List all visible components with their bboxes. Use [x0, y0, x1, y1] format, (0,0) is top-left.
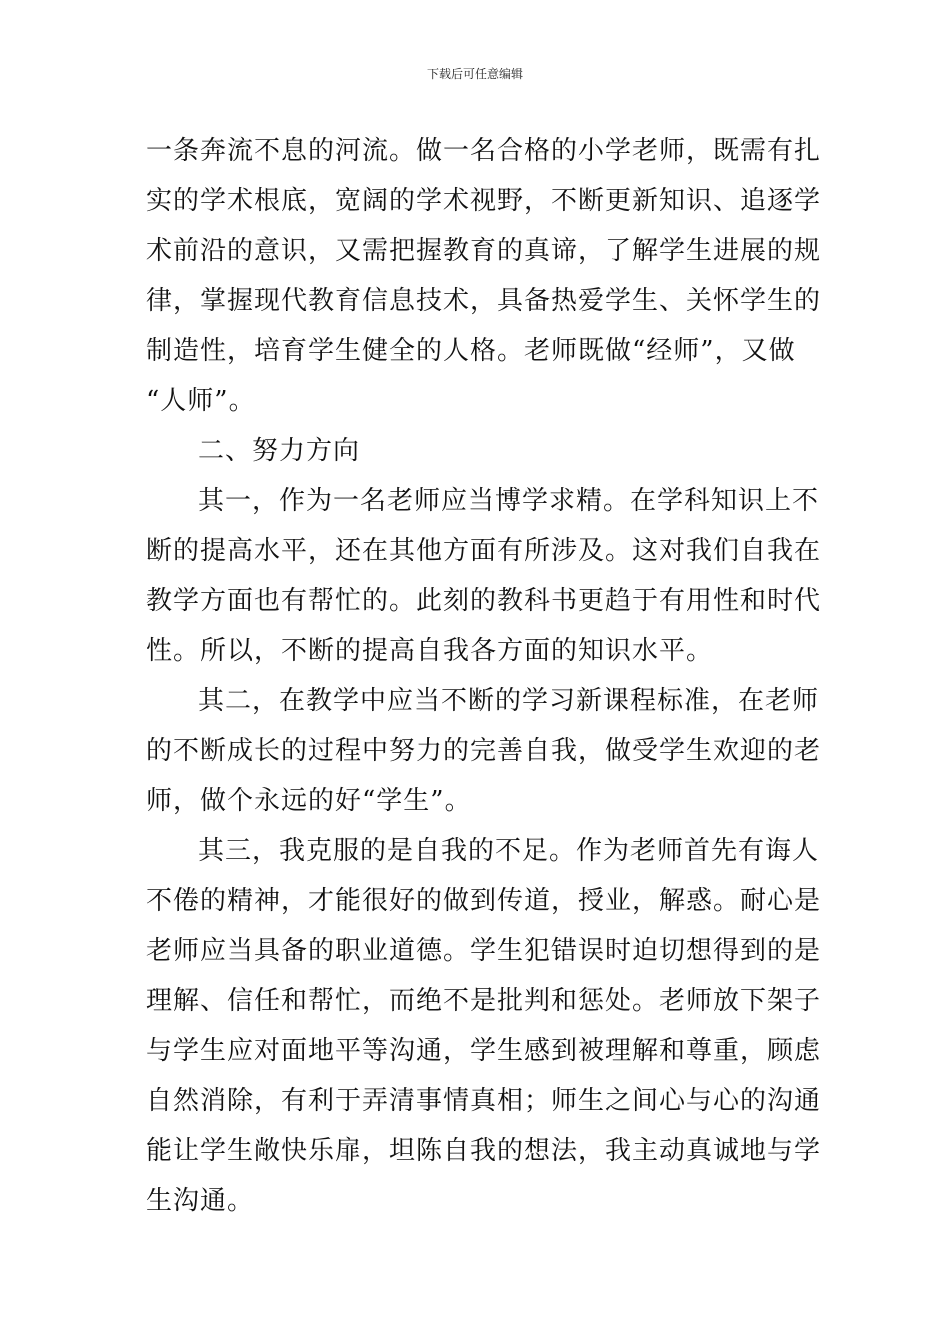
text-line: 其二，在教学中应当不断的学习新课程标准，在老师	[198, 686, 820, 716]
text-line: 实的学术根底，宽阔的学术视野，不断更新知识、追逐学	[146, 186, 822, 216]
text-line: 其三，我克服的是自我的不足。作为老师首先有诲人	[198, 836, 820, 866]
text-line: 教学方面也有帮忙的。此刻的教科书更趋于有用性和时代	[146, 586, 822, 616]
text-line: 性。所以，不断的提高自我各方面的知识水平。	[146, 636, 714, 666]
page-header: 下载后可任意编辑	[426, 67, 523, 81]
text-line: 师，做个永远的好“学生”。	[146, 786, 472, 816]
text-line: 理解、信任和帮忙，而绝不是批判和惩处。老师放下架子	[146, 986, 822, 1016]
text-line: 断的提高水平，还在其他方面有所涉及。这对我们自我在	[146, 536, 822, 566]
section-heading: 二、努力方向	[198, 436, 361, 466]
text-line: 术前沿的意识，又需把握教育的真谛，了解学生进展的规	[146, 236, 822, 266]
text-line: 自然消除，有利于弄清事情真相；师生之间心与心的沟通	[146, 1086, 822, 1116]
text-line: 的不断成长的过程中努力的完善自我，做受学生欢迎的老	[146, 736, 822, 766]
text-line: 与学生应对面地平等沟通，学生感到被理解和尊重，顾虑	[146, 1036, 822, 1066]
text-line: 律，掌握现代教育信息技术，具备热爱学生、关怀学生的	[146, 286, 822, 316]
document-body	[146, 126, 822, 1226]
text-line: 制造性，培育学生健全的人格。老师既做“经师”，又做	[146, 336, 796, 366]
text-line: 生沟通。	[146, 1186, 255, 1216]
text-line: 老师应当具备的职业道德。学生犯错误时迫切想得到的是	[146, 936, 822, 966]
text-line: 其一，作为一名老师应当博学求精。在学科知识上不	[198, 486, 820, 516]
text-line: 一条奔流不息的河流。做一名合格的小学老师，既需有扎	[146, 136, 822, 166]
text-line: “人师”。	[146, 386, 256, 416]
text-line: 不倦的精神，才能很好的做到传道，授业，解惑。耐心是	[146, 886, 822, 916]
text-line: 能让学生敞快乐扉，坦陈自我的想法，我主动真诚地与学	[146, 1136, 822, 1166]
